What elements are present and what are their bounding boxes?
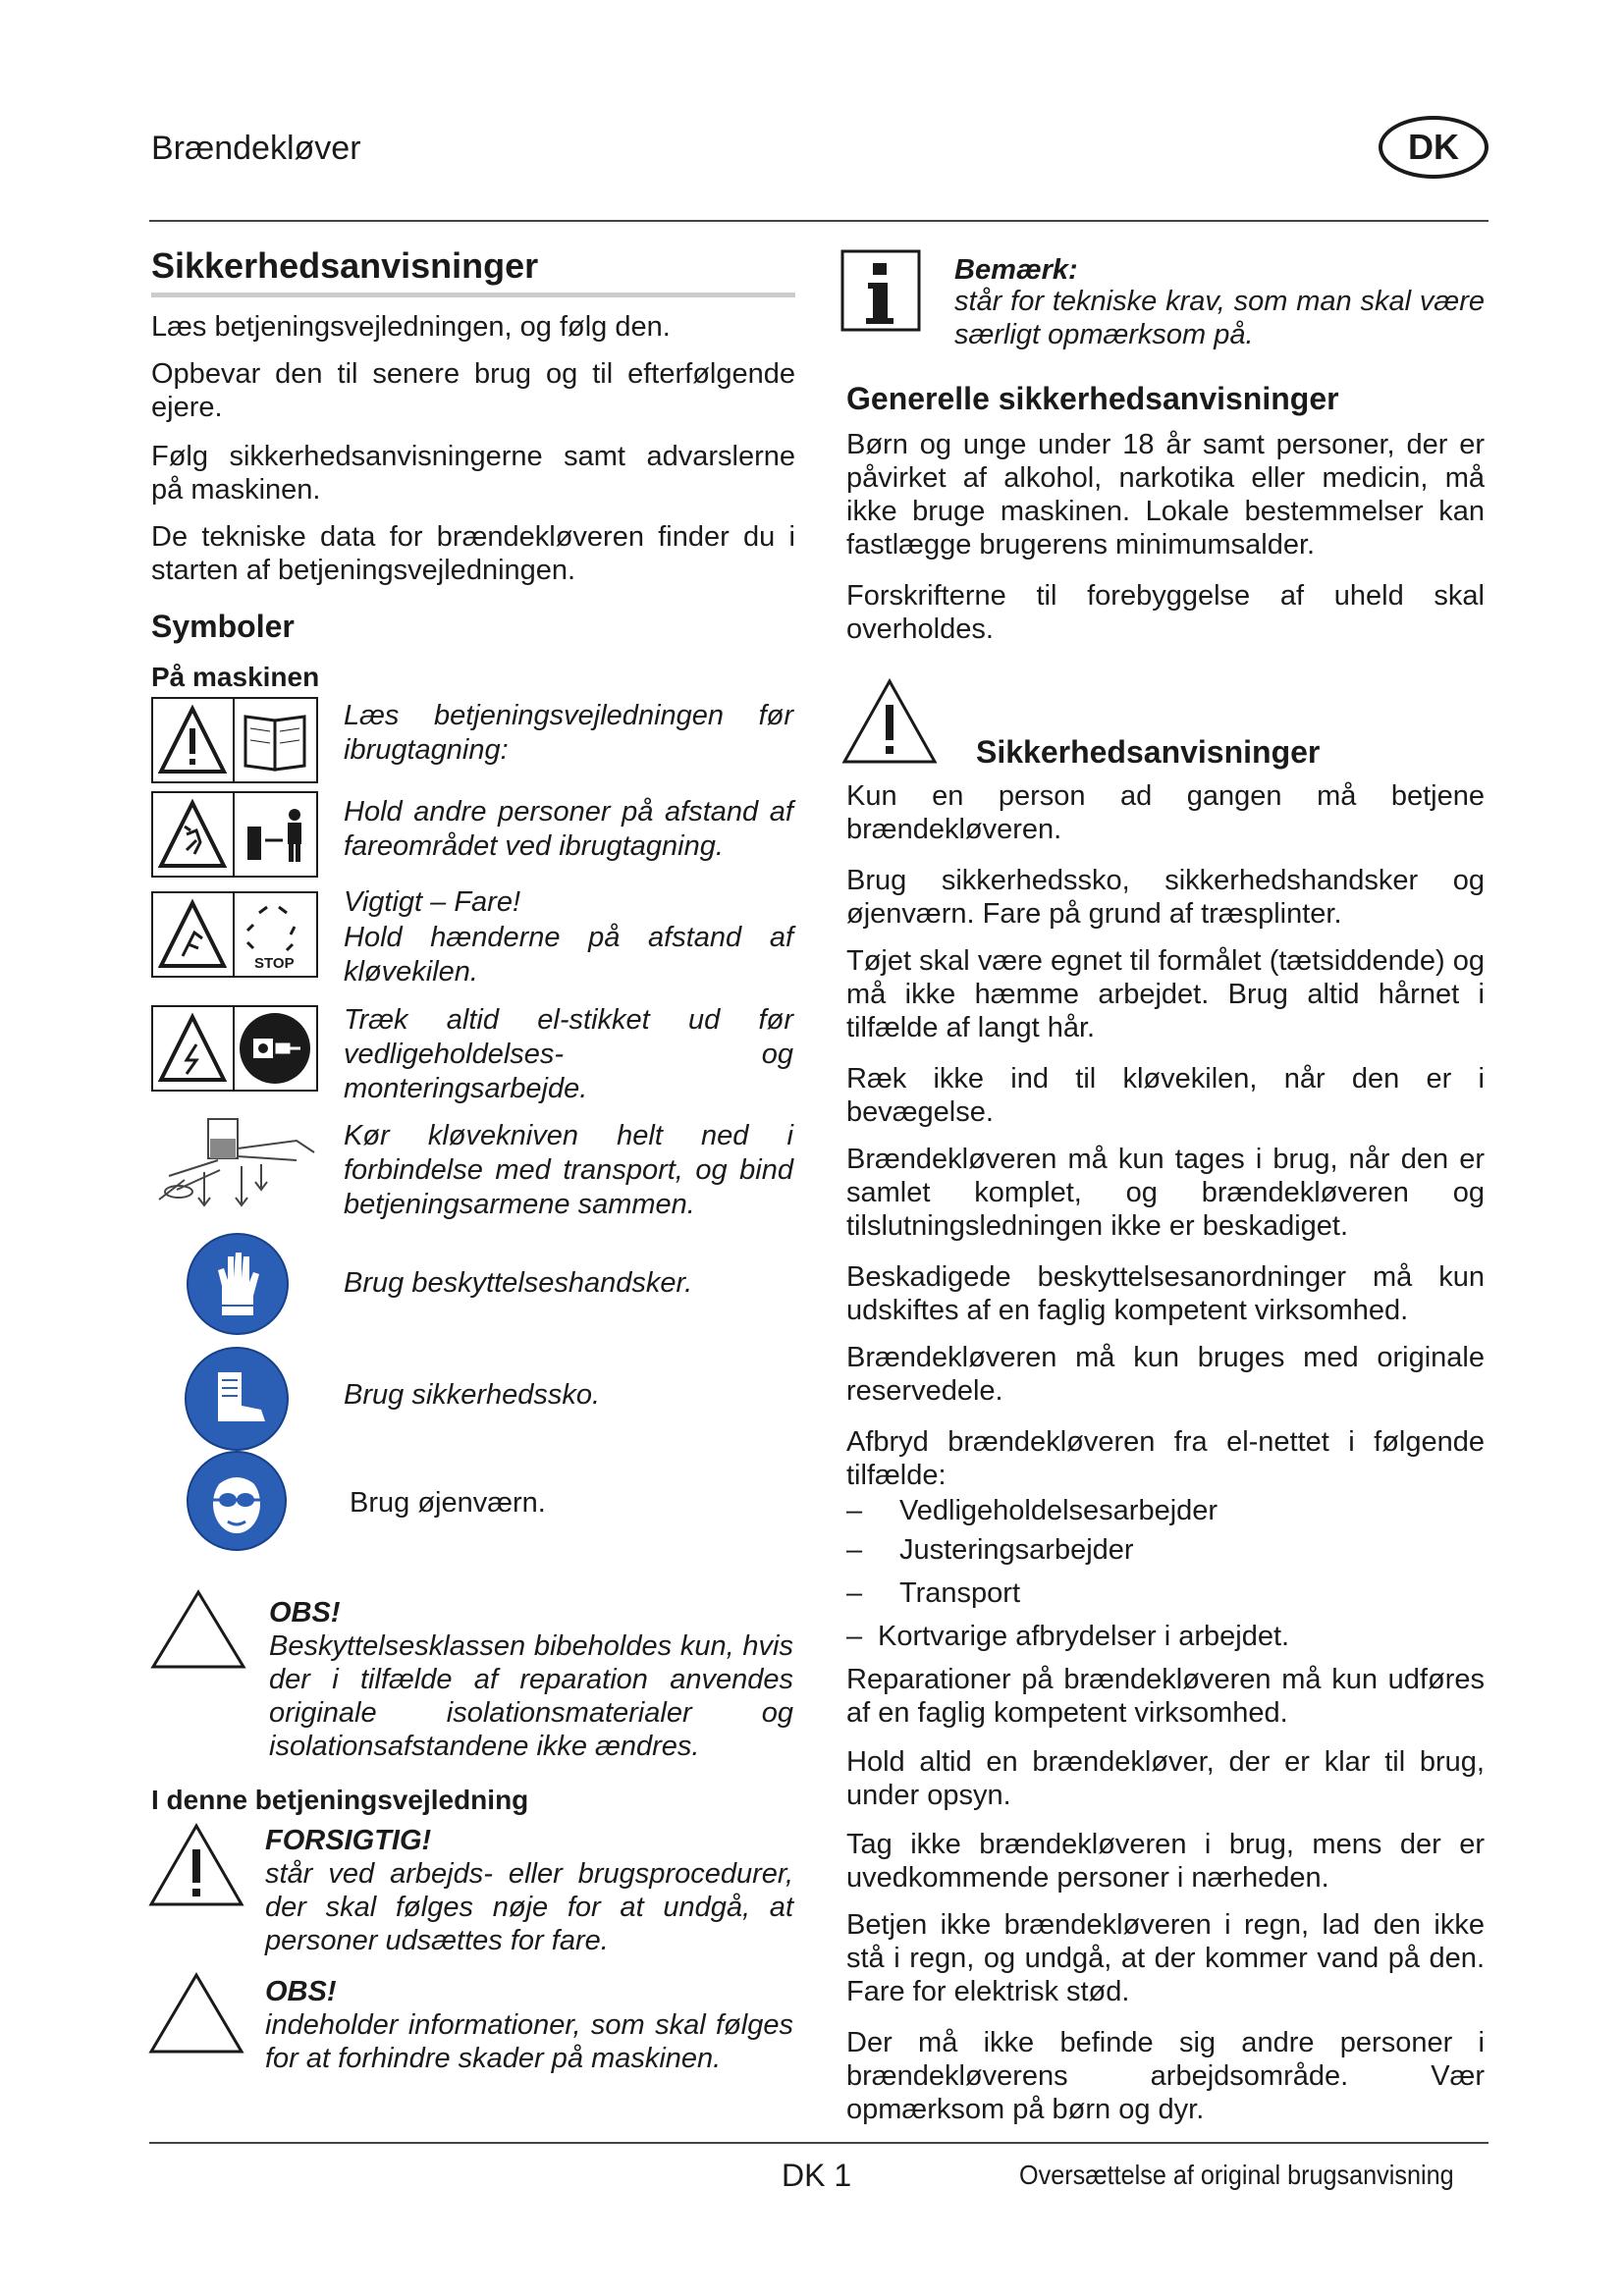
info-icon (840, 249, 921, 332)
symbol-text-hands: Hold hænderne på afstand af kløvekilen. (344, 922, 793, 988)
hand-danger-stop-icon (151, 891, 318, 978)
note-title: Bemærk: (954, 254, 1078, 286)
safety-paragraph-4: Ræk ikke ind til kløvekilen, når den er i bevægelse. (846, 1063, 1485, 1128)
list-item: – Vedligeholdelsesarbejder (846, 1495, 1218, 1526)
header-divider (149, 220, 1489, 222)
obs-warning-icon (149, 1588, 247, 1671)
safety-paragraph-6: Beskadigede beskyttelsesanordninger må kun udskiftes af en faglig kompetent virksomhed. (846, 1261, 1485, 1326)
obs2-text: indeholder informationer, som skal følges for at forhindre skader på maskinen. (265, 2009, 793, 2074)
read-manual-warning-icon (151, 697, 318, 783)
symbol-text-danger-title: Vigtigt – Fare! (344, 886, 521, 918)
obs2-warning-icon (147, 1971, 245, 2056)
list-item: – Justeringsarbejder (846, 1534, 1134, 1566)
stop-icon-label: STOP (254, 955, 295, 972)
symbol-text-read-manual: Læs betjeningsvejledningen før ibrugtagning: (344, 700, 793, 766)
symbols-heading: Symboler (151, 609, 295, 644)
caution-title: FORSIGTIG! (265, 1825, 432, 1856)
gloves-icon (185, 1231, 291, 1337)
symbol-text-unplug: Træk altid el-stikket ud før vedligeholdelses- og monteringsarbejde. (344, 1004, 793, 1104)
on-machine-heading: På maskinen (151, 662, 320, 692)
intro-paragraph-4: De tekniske data for brændekløveren finder du i starten af betjeningsvejledningen. (151, 521, 795, 586)
in-manual-heading: I denne betjeningsvejledning (151, 1785, 529, 1815)
after-paragraph-5: Der må ikke befinde sig andre personer i brændekløverens arbejdsområde. Vær opmærksom på børn og dyr. (846, 2027, 1485, 2125)
safety-heading: Sikkerhedsanvisninger (976, 734, 1321, 770)
country-badge: DK (1379, 116, 1489, 179)
keep-distance-warning-icon (151, 791, 318, 878)
after-paragraph-1: Reparationer på brændekløveren må kun udføres af en faglig kompetent virksomhed. (846, 1664, 1485, 1729)
intro-paragraph-3: Følg sikkerhedsanvisningerne samt advarslerne på maskinen. (151, 441, 795, 506)
splitter-transport-icon (149, 1111, 322, 1219)
safety-boots-icon (183, 1345, 291, 1453)
symbol-text-gloves: Brug beskyttelseshandsker. (344, 1267, 693, 1299)
intro-paragraph-2: Opbevar den til senere brug og til efterfølgende ejere. (151, 358, 795, 423)
safety-paragraph-1: Kun en person ad gangen må betjene brændekløveren. (846, 780, 1485, 845)
unplug-warning-icon (151, 1005, 318, 1092)
intro-paragraph-1: Læs betjeningsvejledningen, og følg den. (151, 311, 671, 343)
footer-note: Oversættelse af original brugsanvisning (1019, 2160, 1454, 2190)
general-paragraph-1: Børn og unge under 18 år samt personer, der er påvirket af alkohol, narkotika eller medicin, må ikke bruge maskinen. Lokale bestemmelser kan fastlægge brugerens minimumsalder. (846, 429, 1485, 561)
safety-paragraph-8: Afbryd brændekløveren fra el-nettet i følgende tilfælde: (846, 1426, 1485, 1491)
safety-paragraph-3: Tøjet skal være egnet til formålet (tætsiddende) og må ikke hæmme arbejdet. Brug altid hårnet i tilfælde af langt hår. (846, 945, 1485, 1043)
symbol-text-boots: Brug sikkerhedssko. (344, 1379, 601, 1411)
list-item: – Kortvarige afbrydelser i arbejdet. (846, 1621, 1290, 1652)
symbol-text-eye: Brug øjenværn. (350, 1487, 546, 1519)
general-safety-heading: Generelle sikkerhedsanvisninger (846, 381, 1339, 416)
obs2-title: OBS! (265, 1976, 337, 2007)
after-paragraph-2: Hold altid en brændekløver, der er klar til brug, under opsyn. (846, 1746, 1485, 1811)
safety-paragraph-2: Brug sikkerhedssko, sikkerhedshandsker og øjenværn. Fare på grund af træsplinter. (846, 865, 1485, 930)
page-number: DK 1 (782, 2158, 852, 2193)
obs1-text: Beskyttelsesklassen bibeholdes kun, hvis der i tilfælde af reparation anvendes originale isolationsmaterialer og isolationsafstandene ikke ændres. (269, 1630, 793, 1762)
caution-warning-icon (147, 1822, 245, 1910)
heading-underline (151, 293, 795, 297)
footer-divider (149, 2142, 1489, 2144)
symbol-text-transport: Kør kløvekniven helt ned i forbindelse med transport, og bind betjeningsarmene sammen. (344, 1120, 793, 1220)
safety-paragraph-7: Brændekløveren må kun bruges med originale reservedele. (846, 1342, 1485, 1407)
page-header-title: Brændekløver (151, 130, 361, 167)
general-paragraph-2: Forskrifterne til forebyggelse af uheld skal overholdes. (846, 580, 1485, 645)
symbol-text-keep-distance: Hold andre personer på afstand af fareområdet ved ibrugtagning. (344, 796, 793, 862)
safety-warning-icon (840, 677, 939, 766)
obs1-title: OBS! (269, 1597, 341, 1629)
after-paragraph-3: Tag ikke brændekløveren i brug, mens der er uvedkommende personer i nærheden. (846, 1829, 1485, 1894)
safety-paragraph-5: Brændekløveren må kun tages i brug, når den er samlet komplet, og brændekløveren og tilslutningsledningen ikke er beskadiget. (846, 1144, 1485, 1242)
after-paragraph-4: Betjen ikke brændekløveren i regn, lad den ikke stå i regn, og undgå, at der kommer vand på den. Fare for elektrisk stød. (846, 1909, 1485, 2007)
caution-text: står ved arbejds- eller brugsprocedurer, der skal følges nøje for at undgå, at personer udsættes for fare. (265, 1858, 793, 1956)
section-heading-safety: Sikkerhedsanvisninger (151, 245, 539, 286)
note-text: står for tekniske krav, som man skal være særligt opmærksom på. (954, 286, 1485, 350)
list-item: – Transport (846, 1577, 1021, 1609)
eye-protection-icon (185, 1449, 289, 1553)
